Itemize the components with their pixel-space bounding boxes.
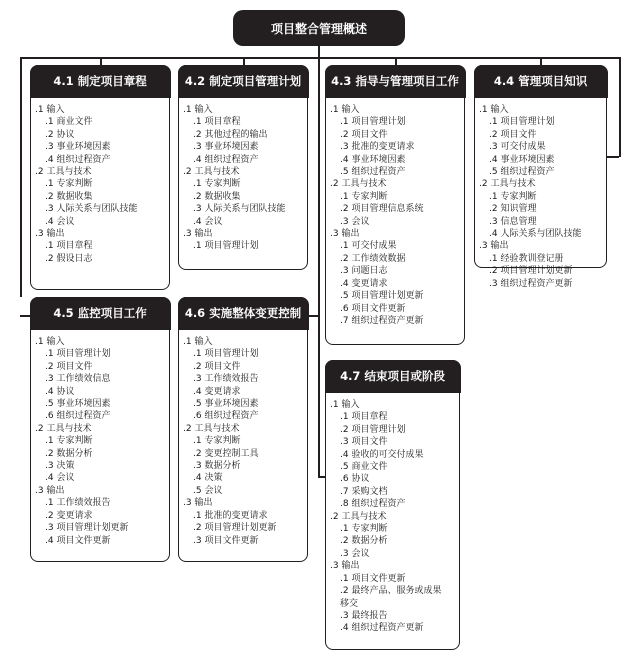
section-item: .1 项目管理计划: [45, 349, 111, 360]
section-item: .3 事业环境因素: [193, 142, 259, 153]
process-box-4-7: [325, 360, 460, 650]
section-item: .1 项目章程: [45, 241, 93, 252]
section-label: .3 输出: [183, 229, 213, 240]
section-item: .1 项目管理计划: [489, 117, 555, 128]
section-item: .4 协议: [45, 386, 75, 397]
section-label: .2 工具与技术: [330, 511, 387, 522]
section-item: .3 工作绩效信息: [45, 374, 111, 385]
section-item: .3 人际关系与团队技能: [193, 204, 286, 215]
section-label: .1 输入: [183, 105, 213, 115]
section-item: .1 专家判断: [45, 179, 93, 190]
section-item: .3 信息管理: [489, 216, 537, 227]
section-item: .2 项目文件: [45, 361, 93, 372]
section-item: .8 组织过程资产: [340, 499, 406, 510]
section-item: .5 会议: [193, 485, 223, 496]
section-item: .6 项目文件更新: [340, 303, 406, 314]
section-item: .2 数据分析: [45, 448, 93, 459]
section-label: .1 输入: [35, 337, 65, 347]
section-item: .1 批准的变更请求: [193, 510, 268, 521]
section-label: .3 输出: [330, 561, 360, 572]
process-title: 4.2 制定项目管理计划: [178, 65, 309, 98]
section-item: .4 会议: [193, 216, 223, 227]
section-label: .1 输入: [183, 337, 213, 347]
section-item: .6 协议: [340, 474, 370, 485]
section-item: .1 工作绩效报告: [45, 498, 111, 509]
section-item: .5 事业环境因素: [45, 399, 111, 410]
section-item: .5 事业环境因素: [193, 399, 259, 410]
section-label: .1 输入: [330, 105, 360, 115]
section-label: .1 输入: [479, 105, 509, 115]
section-item: .4 会议: [45, 473, 75, 484]
section-item: .4 事业环境因素: [340, 154, 406, 165]
process-body: [183, 336, 305, 547]
section-item: .3 项目管理计划更新: [45, 523, 129, 534]
process-box-4-2: [178, 65, 308, 270]
section-item: .4 组织过程资产: [193, 154, 259, 165]
section-label: .2 工具与技术: [35, 167, 92, 178]
section-item: .2 工作绩效数据: [340, 253, 406, 264]
section-label: .3 输出: [479, 241, 509, 252]
section-item: .1 专家判断: [193, 436, 241, 447]
section-item: .3 事业环境因素: [45, 142, 111, 153]
section-item: .1 项目文件更新: [340, 573, 406, 584]
section-item: .6 组织过程资产: [193, 411, 259, 422]
section-item: .2 项目管理信息系统: [340, 204, 424, 215]
section-item: .4 变更请求: [340, 278, 388, 289]
section-label: .1 输入: [330, 400, 360, 410]
section-item: .5 项目管理计划更新: [340, 291, 424, 302]
section-item: .1 专家判断: [340, 524, 388, 535]
process-body: [35, 104, 167, 265]
section-item: .2 协议: [45, 129, 75, 140]
section-label: .2 工具与技术: [479, 179, 536, 190]
section-item: .4 会议: [45, 216, 75, 227]
mid-vertical-line: [318, 57, 320, 477]
process-title: 4.6 实施整体变更控制: [178, 297, 309, 330]
section-item: .3 组织过程资产更新: [489, 278, 573, 289]
section-item: .1 经验教训登记册: [489, 253, 564, 264]
section-item: .3 项目文件: [340, 437, 388, 448]
section-item: .2 数据收集: [45, 191, 93, 202]
section-item: .4 验收的可交付成果: [340, 449, 424, 460]
process-box-4-1: [30, 65, 170, 290]
section-label: .3 输出: [35, 485, 65, 496]
section-item: .3 会议: [340, 216, 370, 227]
process-body: [330, 399, 457, 635]
section-item: .4 事业环境因素: [489, 154, 555, 165]
section-label: .3 输出: [35, 229, 65, 240]
section-item: .3 批准的变更请求: [340, 142, 415, 153]
section-item: .1 专家判断: [340, 191, 388, 202]
section-label: .2 工具与技术: [35, 423, 92, 434]
section-item: .1 专家判断: [193, 179, 241, 190]
section-item: .6 组织过程资产: [45, 411, 111, 422]
section-label: .2 工具与技术: [183, 167, 240, 178]
section-item: .3 决策: [45, 461, 75, 472]
process-box-4-5: [30, 297, 170, 562]
section-item: .4 人际关系与团队技能: [489, 229, 582, 240]
process-body: [479, 104, 604, 290]
section-item: .3 数据分析: [193, 461, 241, 472]
section-item: .1 专家判断: [489, 191, 537, 202]
section-item: .5 组织过程资产: [340, 167, 406, 178]
section-label: .2 工具与技术: [183, 423, 240, 434]
section-item: .7 采购文档: [340, 486, 388, 497]
section-item: .5 组织过程资产: [489, 167, 555, 178]
section-item: .2 最终产品、服务或成果移交: [340, 586, 442, 609]
section-item: .4 项目文件更新: [45, 535, 111, 546]
section-item: .4 组织过程资产: [45, 154, 111, 165]
section-item: .2 项目管理计划: [340, 424, 406, 435]
section-item: .3 项目文件更新: [193, 535, 259, 546]
section-item: .2 数据分析: [340, 536, 388, 547]
to-47-line: [318, 476, 325, 478]
section-item: .5 商业文件: [340, 462, 388, 473]
process-body: [330, 104, 462, 327]
section-item: .2 假设日志: [45, 253, 93, 264]
process-body: [35, 336, 167, 547]
section-label: .3 输出: [330, 229, 360, 240]
section-item: .1 可交付成果: [340, 241, 397, 252]
section-item: .1 项目管理计划: [193, 349, 259, 360]
section-label: .1 输入: [35, 105, 65, 115]
section-item: .1 项目章程: [340, 412, 388, 423]
drop-43-line: [395, 57, 397, 65]
drop-41-line: [100, 57, 102, 65]
section-item: .3 问题日志: [340, 266, 388, 277]
section-item: .2 变更请求: [45, 510, 93, 521]
section-item: .1 专家判断: [45, 436, 93, 447]
section-item: .2 项目管理计划更新: [489, 266, 573, 277]
section-item: .4 决策: [193, 473, 223, 484]
process-title: 4.4 管理项目知识: [474, 65, 608, 98]
section-item: .1 项目管理计划: [340, 117, 406, 128]
section-item: .2 变更控制工具: [193, 448, 259, 459]
top-bus-line: [20, 57, 620, 59]
to-44-top-line: [540, 57, 542, 65]
process-body: [183, 104, 305, 253]
process-box-4-3: [325, 65, 465, 345]
section-item: .7 组织过程资产更新: [340, 315, 424, 326]
section-item: .2 知识管理: [489, 204, 537, 215]
right-to-44-line: [607, 156, 619, 158]
section-label: .2 工具与技术: [330, 179, 387, 190]
section-item: .2 项目文件: [340, 129, 388, 140]
process-title: 4.7 结束项目或阶段: [325, 360, 461, 393]
section-item: .2 项目管理计划更新: [193, 523, 277, 534]
section-item: .2 数据收集: [193, 191, 241, 202]
process-title: 4.3 指导与管理项目工作: [325, 65, 466, 98]
section-item: .2 项目文件: [193, 361, 241, 372]
root-title: 项目整合管理概述: [233, 10, 405, 46]
section-item: .3 会议: [340, 548, 370, 559]
process-box-4-4: [474, 65, 607, 289]
section-item: .3 可交付成果: [489, 142, 546, 153]
to-46-line: [308, 315, 318, 317]
section-item: .1 项目管理计划: [193, 241, 259, 252]
left-to-45-line: [20, 315, 30, 317]
section-label: .3 输出: [183, 498, 213, 509]
section-item: .3 工作绩效报告: [193, 374, 259, 385]
section-item: .3 人际关系与团队技能: [45, 204, 138, 215]
section-item: .2 项目文件: [489, 129, 537, 140]
section-item: .2 其他过程的输出: [193, 129, 268, 140]
left-down-line: [20, 57, 22, 297]
section-item: .4 变更请求: [193, 386, 241, 397]
process-title: 4.5 监控项目工作: [30, 297, 171, 330]
section-item: .4 组织过程资产更新: [340, 623, 424, 634]
section-item: .1 商业文件: [45, 117, 93, 128]
section-item: .1 项目章程: [193, 117, 241, 128]
process-box-4-6: [178, 297, 308, 562]
process-title: 4.1 制定项目章程: [30, 65, 171, 98]
section-item: .3 最终报告: [340, 610, 388, 621]
right-down-line: [619, 57, 621, 157]
drop-42-line: [243, 57, 245, 65]
